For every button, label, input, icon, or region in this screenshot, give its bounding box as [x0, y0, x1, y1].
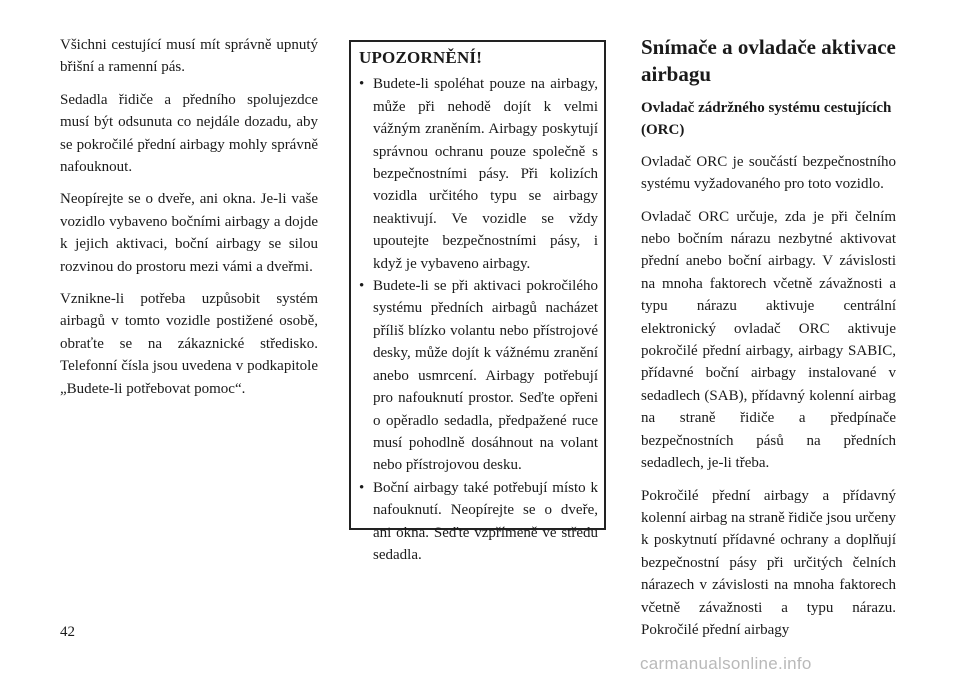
- section-subheading: Ovladač zádržného systému cestujících (ORC): [641, 100, 892, 139]
- warning-box: [349, 40, 606, 563]
- left-paragraph: Sedadla řidiče a předního spolujezdce musí být odsunuta co nejdále dozadu, aby se pokročilé přední airbagy mohly správně nafouknout.: [60, 91, 318, 176]
- warning-item: • Budete-li se při aktivaci pokročilého systému předních airbagů nacházet příliš blízko volantu nebo přístrojové desky, může dojít k vážnému zranění anebo usmrcení. Airbagy potřebují pro nafouknutí prostor. Seďte opřeni o opěradlo sedadla, předpažené ruce musí pohodlně dosáhnout na volant nebo přístrojovou desku.: [359, 275, 598, 477]
- warning-item: • Boční airbagy také potřebují místo k nafouknutí. Neopírejte se o dveře, ani okna. Seďte vzpřímeně ve středu sedadla.: [359, 477, 598, 567]
- page-number: 42: [60, 624, 75, 640]
- right-column: [641, 34, 896, 651]
- left-column: [60, 34, 318, 410]
- left-paragraph: Neopírejte se o dveře, ani okna. Je-li vaše vozidlo vybaveno bočními airbagy a dojde k jejich aktivaci, boční airbagy se silou rozvinou do prostoru mezi vámi a dveřmi.: [60, 191, 318, 275]
- right-paragraph: Pokročilé přední airbagy a přídavný kolenní airbag na straně řidiče jsou určeny k poskytnutí přídavné ochrany a doplňují bezpečnostní pásy při určitých čelních nárazech v závislosti na mnoha faktorech včetně závažnosti a typu nárazu. Pokročilé přední airbagy: [641, 487, 896, 638]
- left-paragraph: Vznikne-li potřeba uzpůsobit systém airbagů v tomto vozidle postižené osobě, obraťte se na zákaznické středisko. Telefonní čísla jsou uvedena v podkapitole „Budete-li potřebovat pomoc“.: [60, 291, 318, 397]
- warning-list: [359, 73, 598, 566]
- watermark: carmanualsonline.info: [640, 654, 812, 673]
- right-paragraph: Ovladač ORC je součástí bezpečnostního systému vyžadovaného pro toto vozidlo.: [641, 153, 896, 193]
- section-heading: Snímače a ovladače aktivace airbagu: [641, 35, 896, 86]
- warning-title: UPOZORNĚNÍ!: [359, 48, 483, 67]
- right-paragraph: Ovladač ORC určuje, zda je při čelním nebo bočním nárazu nezbytné aktivovat přední anebo boční airbagy. V závislosti na mnoha faktorech včetně závažnosti a typu nárazu aktivuje centrální elektronický ovladač ORC aktivuje pokročilé přední airbagy, airbagy SABIC, přídavné boční airbagy instalované v sedadlech (SAB), přídavný kolenní airbag na straně řidiče a předpínače bezpečnostních pásů na předních sedadlech, je-li třeba.: [641, 208, 896, 472]
- warning-item: • Budete-li spoléhat pouze na airbagy, může při nehodě dojít k velmi vážným zraněním. Airbagy poskytují správnou ochranu pouze společně s bezpečnostními pásy. Při kolizích vozidla určitého typu se airbagy neaktivují. Ve vozidle se vždy upoutejte bezpečnostními pásy, i když je vybaveno airbagy.: [359, 73, 598, 275]
- left-paragraph: Všichni cestující musí mít správně upnutý břišní a ramenní pás.: [60, 37, 318, 76]
